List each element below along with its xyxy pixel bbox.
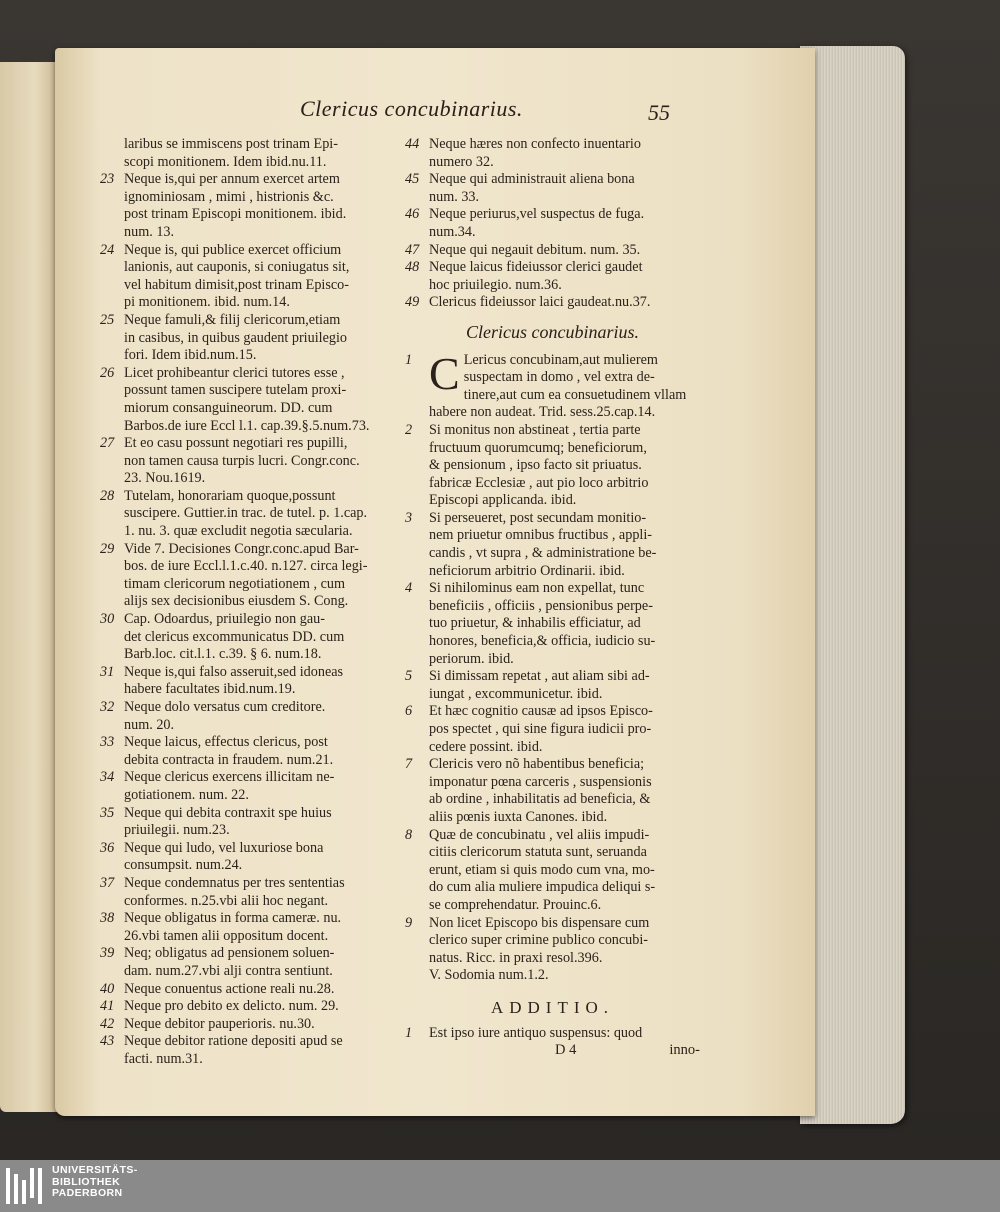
entry-text: Neque conuentus actione reali nu.28. xyxy=(124,980,335,997)
entry-item xyxy=(405,259,700,294)
entry-number: 30 xyxy=(100,611,115,628)
entry-number: 34 xyxy=(100,769,115,786)
entry-text: Neque periurus,vel suspectus de fuga. num.34. xyxy=(429,206,645,240)
entry-item xyxy=(100,312,392,365)
entry-number: 27 xyxy=(100,435,115,452)
left-page-edge xyxy=(0,62,58,1112)
entry-number: 46 xyxy=(405,206,420,223)
right-column xyxy=(405,136,700,1060)
entry-item xyxy=(100,769,392,804)
entry-text: Neque debitor ratione depositi apud se facti. num.31. xyxy=(124,1033,343,1067)
entry-item xyxy=(405,915,700,968)
entry-item xyxy=(405,206,700,241)
entry-number: 9 xyxy=(405,914,413,931)
entry-item xyxy=(100,664,392,699)
entry-text: Neque famuli,& filij clericorum,etiam in casibus, in quibus gaudent priuilegio fori. Idem ibid.num.15. xyxy=(124,311,348,364)
entry-text: Non licet Episcopo bis dispensare cum clerico super crimine publico concubi- natus. Ricc. in praxi resol.396. xyxy=(429,914,650,966)
entry-number: 3 xyxy=(405,509,413,526)
entry-item xyxy=(405,294,700,312)
entry-item xyxy=(405,703,700,756)
entry-item xyxy=(405,171,700,206)
entry-item xyxy=(100,365,392,435)
entry-number: 40 xyxy=(100,980,115,997)
entry-text: Neque dolo versatus cum creditore. num. 20. xyxy=(124,699,326,733)
entry-item xyxy=(100,734,392,769)
entry-number xyxy=(405,967,429,985)
entry-text: Et eo casu possunt negotiari res pupilli, non tamen causa turpis lucri. Congr.conc. 23. Nou.1619. xyxy=(124,435,360,487)
library-footer xyxy=(0,1160,1000,1212)
entry-text: Neq; obligatus ad pensionem soluen- dam. num.27.vbi alji contra sentiunt. xyxy=(124,945,335,979)
entry-item xyxy=(100,1016,392,1034)
entry-number: 1 xyxy=(405,1024,413,1041)
entry-item xyxy=(100,910,392,945)
entry-text: Vide 7. Decisiones Congr.conc.apud Bar- bos. de iure Eccl.l.1.c.40. n.127. circa legi- timam clericorum negotiationem , cum alijs sex decisionibus eiusdem S. Cong. xyxy=(124,540,368,610)
entry-number xyxy=(100,136,124,171)
entry-item xyxy=(405,756,700,826)
section-title: Clericus concubinarius. xyxy=(466,321,639,342)
entry-item xyxy=(100,875,392,910)
entry-text: Neque qui negauit debitum. num. 35. xyxy=(429,241,641,258)
entry-number: 33 xyxy=(100,734,115,751)
entry-text: Neque pro debito ex delicto. num. 29. xyxy=(124,998,339,1015)
entry-item xyxy=(405,827,700,915)
entry-text: Neque is, qui publice exercet officium lanionis, aut cauponis, si coniugatus sit, vel habitum dimisit,post trinam Episco- pi monitionem. ibid. num.14. xyxy=(124,241,350,311)
entry-text: Et hæc cognitio causæ ad ipsos Episco- pos spectet , qui sine figura iudicii pro- cedere possint. ibid. xyxy=(429,703,653,755)
catchline xyxy=(405,1042,700,1060)
entry-number: 24 xyxy=(100,241,115,258)
entry-number: 29 xyxy=(100,540,115,557)
right-column-main-entries xyxy=(405,347,700,985)
entry-item xyxy=(100,242,392,312)
entry-item xyxy=(100,805,392,840)
library-logo-icon xyxy=(6,1168,42,1204)
entry-number: 1 xyxy=(405,351,413,368)
entry-number: 41 xyxy=(100,998,115,1015)
entry-text-body: Lericus concubinam,aut mulierem suspectam in domo , vel extra de- tinere,aut cum ea consuetudinem vllam habere non audeat. Trid. sess.25.cap.14. xyxy=(429,351,687,421)
entry-number: 35 xyxy=(100,804,115,821)
page-number: 55 xyxy=(648,100,670,125)
entry-item xyxy=(405,136,700,171)
entry-item xyxy=(100,998,392,1016)
entry-item xyxy=(100,171,392,241)
entry-number: 39 xyxy=(100,945,115,962)
entry-number: 5 xyxy=(405,668,413,685)
entry-text: Tutelam, honorariam quoque,possunt suscipere. Guttier.in trac. de tutel. p. 1.cap. 1. nu. 3. quæ excludit negotia sæcularia. xyxy=(124,487,368,540)
entry-text: Est ipso iure antiquo suspensus: quod xyxy=(429,1024,643,1041)
entry-item xyxy=(405,242,700,260)
catchword: inno- xyxy=(669,1042,700,1059)
entry-number: 48 xyxy=(405,259,420,276)
entry-text: Neque is,qui per annum exercet artem ignominiosam , mimi , histrionis &c. post trinam Episcopi monitionem. ibid. num. 13. xyxy=(124,171,347,240)
entry-text: Clericis vero nõ habentibus beneficia; imponatur pœna carceris , suspensionis ab ordine , inhabilitatis ad beneficia, & aliis pœnis iuxta Canones. ibid. xyxy=(429,756,652,825)
book-fore-edge xyxy=(800,46,905,1124)
addition-title: ADDITIO. xyxy=(490,997,615,1017)
entry-text: Neque hæres non confecto inuentario numero 32. xyxy=(429,136,641,170)
entry-text: Cap. Odoardus, priuilegio non gau- det clericus excommunicatus DD. cum Barb.loc. cit.l.1. c.39. § 6. num.18. xyxy=(124,611,345,663)
entry-item xyxy=(100,488,392,541)
entry-text: Neque debitor pauperioris. nu.30. xyxy=(124,1015,315,1032)
entry-text: Clericus fideiussor laici gaudeat.nu.37. xyxy=(429,294,651,311)
library-name-line2: BIBLIOTHEK xyxy=(52,1175,121,1188)
entry-number: 7 xyxy=(405,756,413,773)
entry-text: Quæ de concubinatu , vel aliis impudi- citiis clericorum statuta sunt, seruanda erunt, etiam si quis modo cum vna, mo- do cum alia muliere impudica deliqui s- se comprehendatur. Prouinc.6. xyxy=(429,826,656,913)
entry-item xyxy=(405,668,700,703)
entry-item xyxy=(100,840,392,875)
entry-number: 43 xyxy=(100,1033,115,1050)
entry-number: 32 xyxy=(100,699,115,715)
entry-item xyxy=(100,699,392,734)
entry-text: Neque condemnatus per tres sententias conformes. n.25.vbi alii hoc negant. xyxy=(124,874,345,909)
entry-number: 49 xyxy=(405,294,420,311)
entry-item xyxy=(100,541,392,611)
right-column-top-entries xyxy=(405,136,700,312)
entry-text: Neque qui administrauit aliena bona num. 33. xyxy=(429,171,635,205)
entry-item xyxy=(100,945,392,980)
entry-text: V. Sodomia num.1.2. xyxy=(429,967,549,984)
entry-text: Si monitus non abstineat , tertia parte fructuum quorumcumq; beneficiorum, & pensionum , ipso facto sit priuatus. fabricæ Ecclesiæ , aut pio loco arbitrio Episcopi applicanda. ibid. xyxy=(429,421,649,509)
entry-number: 31 xyxy=(100,663,115,680)
entry-text: Neque is,qui falso asseruit,sed idoneas habere facultates ibid.num.19. xyxy=(124,663,344,698)
entry-text: Neque qui debita contraxit spe huius priuilegii. num.23. xyxy=(124,804,332,839)
entry-number: 23 xyxy=(100,171,115,188)
entry-number: 2 xyxy=(405,421,413,438)
entry-text: Neque laicus, effectus clericus, post debita contracta in fraudem. num.21. xyxy=(124,734,334,768)
left-column xyxy=(100,136,392,1068)
entry-text: Si nihilominus eam non expellat, tunc beneficiis , officiis , pensionibus perpe- tuo priuetur, & inhabilis efficiatur, ad honores, beneficia,& officia, iudicio su- periorum. ibid. xyxy=(429,580,656,667)
entry-number: 47 xyxy=(405,241,420,258)
entry-text: Neque obligatus in forma cameræ. nu. 26.vbi tamen alii oppositum docent. xyxy=(124,910,342,944)
entry-number: 44 xyxy=(405,136,420,152)
entry-number: 25 xyxy=(100,311,115,328)
entry-text: Si perseueret, post secundam monitio- nem priuetur omnibus fructibus , appli- candis , vt supra , & administratione be- neficiorum arbitrio Ordinarii. ibid. xyxy=(429,509,657,579)
running-head: Clericus concubinarius. xyxy=(300,96,523,121)
entry-text xyxy=(429,347,700,422)
entry-text: Neque qui ludo, vel luxuriose bona consumpsit. num.24. xyxy=(124,839,324,874)
entry-number: 37 xyxy=(100,874,115,891)
entry-text: Neque clericus exercens illicitam ne- gotiationem. num. 22. xyxy=(124,769,335,803)
entry-number: 6 xyxy=(405,703,413,720)
entry-item xyxy=(405,347,700,422)
entry-item xyxy=(100,1033,392,1068)
entry-number: 28 xyxy=(100,487,115,504)
entry-item xyxy=(405,967,700,985)
entry-item xyxy=(100,435,392,488)
entry-item xyxy=(405,510,700,580)
entry-number: 42 xyxy=(100,1015,115,1032)
addition-entry xyxy=(405,1025,700,1043)
entry-text: Licet prohibeantur clerici tutores esse , possunt tamen suscipere tutelam proxi- miorum consanguineorum. DD. cum Barbos.de iure Eccl l.1. cap.39.§.5.num.73. xyxy=(124,364,370,434)
entry-number: 45 xyxy=(405,171,420,188)
entry-number: 26 xyxy=(100,364,115,381)
entry-number: 8 xyxy=(405,826,413,843)
drop-capital: C xyxy=(429,347,460,399)
library-name-line1: UNIVERSITÄTS- xyxy=(52,1164,138,1176)
entry-number: 36 xyxy=(100,839,115,856)
library-name xyxy=(52,1165,138,1200)
entry-number: 38 xyxy=(100,910,115,927)
entry-text: Neque laicus fideiussor clerici gaudet hoc priuilegio. num.36. xyxy=(429,259,643,293)
entry-text: laribus se immiscens post trinam Epi- scopi monitionem. Idem ibid.nu.11. xyxy=(124,136,338,170)
entry-text: Si dimissam repetat , aut aliam sibi ad- iungat , excommunicetur. ibid. xyxy=(429,668,650,702)
entry-item xyxy=(405,580,700,668)
signature-mark: D 4 xyxy=(555,1042,577,1059)
entry-item xyxy=(100,611,392,664)
library-name-line3: PADERBORN xyxy=(52,1187,123,1199)
entry-item xyxy=(100,981,392,999)
entry-number: 4 xyxy=(405,580,413,597)
entry-item xyxy=(100,136,392,171)
entry-item xyxy=(405,422,700,510)
